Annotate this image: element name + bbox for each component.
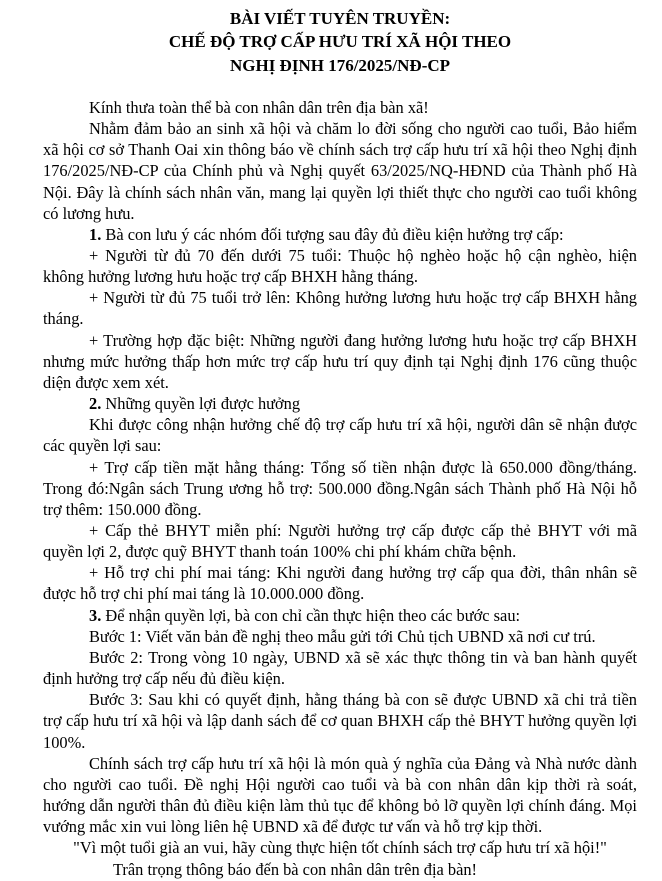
paragraph-bullet-age-75-plus: + Người từ đủ 75 tuổi trở lên: Không hưởng lương hưu hoặc trợ cấp BHXH hằng tháng. bbox=[43, 288, 637, 329]
paragraph-intro: Nhằm đảm bảo an sinh xã hội và chăm lo đời sống cho người cao tuổi, Bảo hiểm xã hội cơ sở Thanh Oai xin thông báo về chính sách trợ cấp hưu trí xã hội theo Nghị định 176/2025/NĐ-CP của Chính phủ và Nghị quyết 63/2025/NQ-HĐND của Thành phố Hà Nội. Đây là chính sách nhân văn, mang lại quyền lợi thiết thực cho người cao tuổi không có lương hưu. bbox=[43, 119, 637, 223]
paragraph-step-3: Bước 3: Sau khi có quyết định, hằng tháng bà con sẽ được UBND xã chi trả tiền trợ cấp hưu trí xã hội và lập danh sách để cơ quan BHXH cấp thẻ BHYT hưởng quyền lợi 100%. bbox=[43, 690, 637, 752]
paragraph-closing: Trân trọng thông báo đến bà con nhân dân trên địa bàn! bbox=[113, 859, 477, 879]
section-number: 2. bbox=[89, 394, 106, 414]
paragraph-bullet-funeral-support: + Hỗ trợ chi phí mai táng: Khi người đang hưởng trợ cấp qua đời, thân nhân sẽ được hỗ trợ chi phí mai táng là 10.000.000 đồng. bbox=[43, 563, 637, 604]
paragraph-step-2: Bước 2: Trong vòng 10 ngày, UBND xã sẽ xác thực thông tin và ban hành quyết định hưởng trợ cấp nếu đủ điều kiện. bbox=[43, 647, 637, 689]
title-body-spacer bbox=[43, 77, 637, 97]
section-number: 3. bbox=[89, 605, 106, 625]
title-line-3: NGHỊ ĐỊNH 176/2025/NĐ-CP bbox=[229, 55, 451, 75]
paragraph-section-1: 1. Bà con lưu ý các nhóm đối tượng sau đây đủ điều kiện hưởng trợ cấp: bbox=[89, 224, 564, 244]
title-line-1: BÀI VIẾT TUYÊN TRUYỀN: bbox=[229, 9, 451, 28]
title-line-2: CHẾ ĐỘ TRỢ CẤP HƯU TRÍ XÃ HỘI THEO bbox=[168, 32, 512, 52]
paragraph-salutation: Kính thưa toàn thể bà con nhân dân trên địa bàn xã! bbox=[89, 97, 429, 117]
paragraph-bullet-health-card: + Cấp thẻ BHYT miễn phí: Người hưởng trợ cấp được cấp thẻ BHYT với mã quyền lợi 2, được quỹ BHYT thanh toán 100% chi phí khám chữa bệnh. bbox=[43, 521, 637, 562]
paragraph-bullet-cash-benefit: + Trợ cấp tiền mặt hằng tháng: Tổng số tiền nhận được là 650.000 đồng/tháng. Trong đó:Ngân sách Trung ương hỗ trợ: 500.000 đồng.Ngân sách Thành phố Hà Nội hỗ trợ thêm: 150.000 đồng. bbox=[43, 457, 637, 519]
paragraph-section-2: 2. Những quyền lợi được hưởng bbox=[89, 394, 301, 414]
paragraph-bullet-age-70-75: + Người từ đủ 70 đến dưới 75 tuổi: Thuộc hộ nghèo hoặc hộ cận nghèo, hiện không hưởng lương hưu hoặc trợ cấp BHXH hằng tháng. bbox=[43, 245, 637, 287]
section-number: 1. bbox=[89, 224, 106, 244]
document-title bbox=[43, 7, 637, 77]
paragraph-bullet-special-case: + Trường hợp đặc biệt: Những người đang hưởng lương hưu hoặc trợ cấp BHXH nhưng mức hưởng thấp hơn mức trợ cấp hưu trí quy định tại Nghị định 176 cũng thuộc diện được xem xét. bbox=[43, 330, 637, 392]
document-body bbox=[43, 97, 637, 880]
paragraph-slogan-quote: "Vì một tuổi già an vui, hãy cùng thực hiện tốt chính sách trợ cấp hưu trí xã hội!" bbox=[73, 838, 607, 858]
paragraph-section-3: 3. Để nhận quyền lợi, bà con chỉ cần thực hiện theo các bước sau: bbox=[89, 605, 521, 625]
paragraph-step-1: Bước 1: Viết văn bản đề nghị theo mẫu gửi tới Chủ tịch UBND xã nơi cư trú. bbox=[89, 626, 596, 646]
paragraph-conclusion: Chính sách trợ cấp hưu trí xã hội là món quà ý nghĩa của Đảng và Nhà nước dành cho người cao tuổi. Đề nghị Hội người cao tuổi và bà con nhân dân kịp thời rà soát, hướng dẫn người thân đủ điều kiện làm thủ tục để không bỏ lỡ quyền lợi chính đáng. Mọi vướng mắc xin vui lòng liên hệ UBND xã để được tư vấn và hỗ trợ kịp thời. bbox=[43, 753, 637, 837]
paragraph-benefits-intro: Khi được công nhận hưởng chế độ trợ cấp hưu trí xã hội, người dân sẽ nhận được các quyền lợi sau: bbox=[43, 415, 637, 456]
